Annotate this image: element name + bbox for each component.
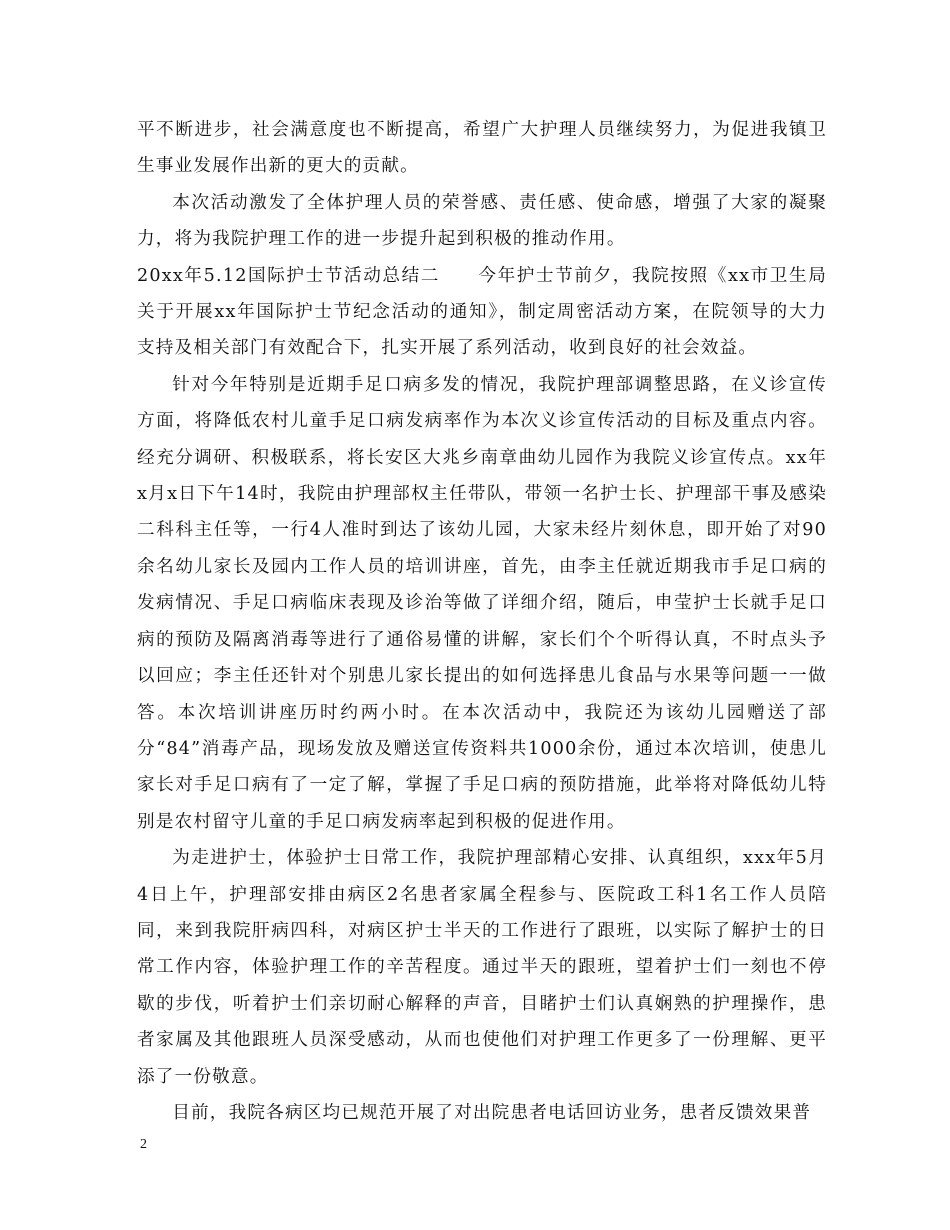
paragraph-2: 本次活动激发了全体护理人员的荣誉感、责任感、使命感，增强了大家的凝聚力，将为我院护理工作的进一步提升起到积极的推动作用。 xyxy=(137,192,827,250)
document-body xyxy=(137,112,827,1131)
paragraph-3: 20xx年5.12国际护士节活动总结二 今年护士节前夕，我院按照《xx市卫生局关于开展xx年国际护士节纪念活动的通知》，制定周密活动方案，在院领导的大力支持及相关部门有效配合下，扎实开展了系列活动，收到良好的社会效益。 xyxy=(137,265,827,359)
page-number: 2 xyxy=(140,1137,147,1152)
paragraph-5: 为走进护士，体验护士日常工作，我院护理部精心安排、认真组织，xxx年5月4日上午，护理部安排由病区2名患者家属全程参与、医院政工科1名工作人员陪同，来到我院肝病四科，对病区护士半天的工作进行了跟班，以实际了解护士的日常工作内容，体验护理工作的辛苦程度。通过半天的跟班，望着护士们一刻也不停歇的步伐，听着护士们亲切耐心解释的声音，目睹护士们认真娴熟的护理操作，患者家属及其他跟班人员深受感动，从而也使他们对护理工作更多了一份理解、更平添了一份敬意。 xyxy=(137,848,827,1087)
paragraph-4: 针对今年特别是近期手足口病多发的情况，我院护理部调整思路，在义诊宣传方面，将降低农村儿童手足口病发病率作为本次义诊宣传活动的目标及重点内容。经充分调研、积极联系，将长安区大兆乡南章曲幼儿园作为我院义诊宣传点。xx年x月x日下午14时，我院由护理部权主任带队，带领一名护士长、护理部干事及感染二科科主任等，一行4人准时到达了该幼儿园，大家未经片刻休息，即开始了对90余名幼儿家长及园内工作人员的培训讲座，首先，由李主任就近期我市手足口病的发病情况、手足口病临床表现及诊治等做了详细介绍，随后，申莹护士长就手足口病的预防及隔离消毒等进行了通俗易懂的讲解，家长们个个听得认真，不时点头予以回应；李主任还针对个别患儿家长提出的如何选择患儿食品与水果等问题一一做答。本次培训讲座历时约两小时。在本次活动中，我院还为该幼儿园赠送了部分“84”消毒产品，现场发放及赠送宣传资料共1000余份，通过本次培训，使患儿家长对手足口病有了一定了解，掌握了手足口病的预防措施，此举将对降低幼儿特别是农村留守儿童的手足口病发病率起到积极的促进作用。 xyxy=(137,374,827,832)
paragraph-6: 目前，我院各病区均已规范开展了对出院患者电话回访业务，患者反馈效果普 xyxy=(172,1102,812,1123)
paragraph-1: 平不断进步，社会满意度也不断提高，希望广大护理人员继续努力，为促进我镇卫生事业发展作出新的更大的贡献。 xyxy=(137,120,827,177)
